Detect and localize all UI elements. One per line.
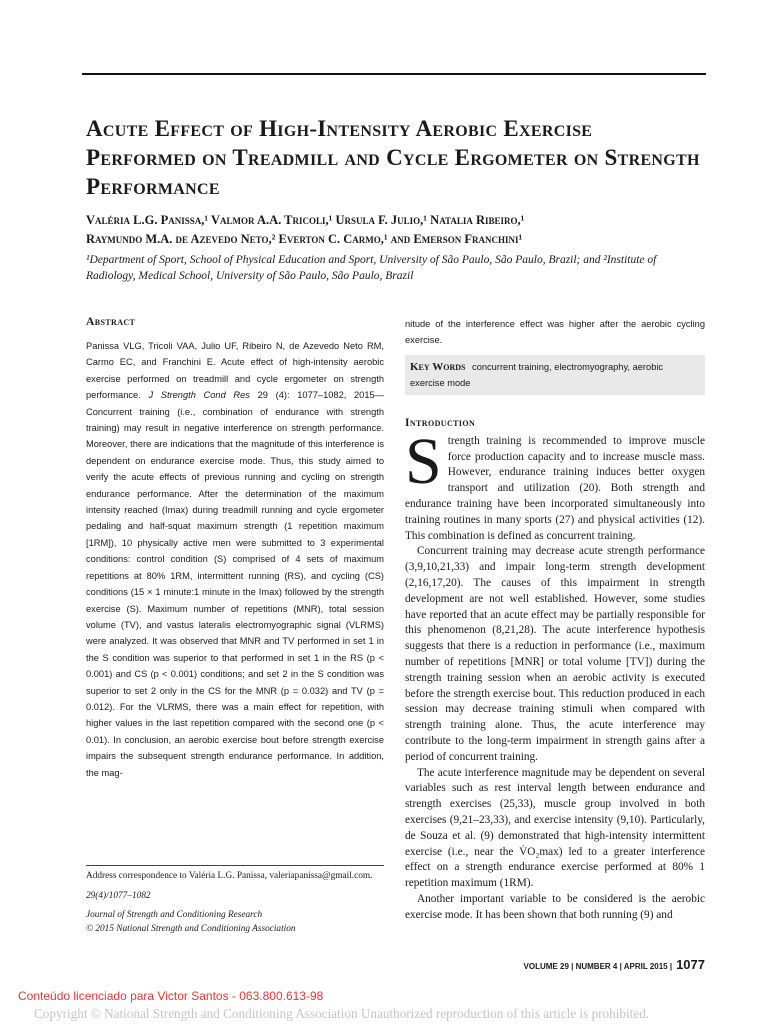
footnote-rule [86,865,384,866]
introduction-heading: Introduction [405,416,476,429]
article-title: Acute Effect of High-Intensity Aerobic Exercise Performed on Treadmill and Cycle Ergometer on Strength Performance [86,116,700,199]
page-folio [524,957,705,972]
keywords-box [405,355,705,395]
abstract-journal: J Strength Cond Res [148,390,250,401]
issue-reference: 29(4)/1077–1082 [86,890,151,901]
keywords-label: Key Words [410,360,466,373]
intro-paragraph-1 [405,424,705,545]
abstract-text [86,338,384,781]
left-column [86,316,384,781]
abstract-body: 29 (4): 1077–1082, 2015—Concurrent training (i.e., combination of endurance with strength training) may result in negative interference on strength performance. Moreover, there are indications that the magnitude of this interference is dependent on endurance exercise mode. Thus, this study aimed to verify the acute effects of previous running and cycling on strength endurance performance. After the determination of the maximum intensity reached (Imax) during treadmill running and cycle ergometer pedaling and half-squat maximum strength (1 repetition maximum [1RM]), 10 physically active men were submitted to 3 experimental conditions: control condition (S) comprised of 4 sets of maximum repetitions at 80% 1RM, intermittent running (RS), and cycling (CS) conditions (15 × 1 minute:1 minute in the Imax) followed by the strength exercise (S). Maximum number of repetitions (MNR), total session volume (TV), and vastus lateralis electromyographic signal (VLRMS) were analyzed. It was observed that MNR and TV performed in set 1 in the S condition was superior to that performed in set 1 in the RS (p < 0.001) and CS (p < 0.001) conditions; and set 2 in the S condition was superior to set 2 only in the CS for the MNR (p = 0.032) and TV (p = 0.012). For the VLRMS, there was a main effect for repetition, with higher values in the last repetition compared with the second one (p < 0.01). In conclusion, an aerobic exercise bout before strength exercise impairs the subsequent strength endurance performance. In addition, the mag- [86,390,384,778]
abstract-heading: Abstract [86,316,136,328]
author-line-1: Valéria L.G. Panissa,¹ Valmor A.A. Tricoli,¹ Ursula F. Julio,¹ Natalia Ribeiro,¹ [86,213,525,227]
author-line-2: Raymundo M.A. de Azevedo Neto,² Everton C. Carmo,¹ and Emerson Franchini¹ [86,232,523,246]
abstract-citation: Panissa VLG, Tricoli VAA, Julio UF, Ribeiro N, de Azevedo Neto RM, Carmo EC, and Franchini E. Acute effect of high-intensity aerobic exercise performed on treadmill and cycle ergometer on strength performance. [86,341,384,401]
intro-paragraph-4: Another important variable to be considered is the aerobic exercise mode. It has been shown that both running (9) and [405,892,705,921]
author-list [86,211,706,249]
right-column [405,316,705,924]
top-rule [82,73,706,75]
journal-name: Journal of Strength and Conditioning Research [86,910,263,920]
drop-cap: S [405,424,442,498]
abstract-continuation: nitude of the interference effect was higher after the aerobic cycling exercise. [405,319,705,346]
intro-paragraph-3: The acute interference magnitude may be dependent on several variables such as rest interval length between endurance and strength exercises (25,33), muscle group involved in both exercises (9,21–23,33), and exercise intensity (9,10). Particularly, de Souza et al. (9) demonstrated that high-intensity intermittent exercise (i.e., near the V̇O₂max) led to a greater interference effect on a strength endurance exercise performed at 80% 1 repetition maximum (1RM). [405,766,705,890]
journal-copyright: © 2015 National Strength and Conditioning Association [86,923,296,934]
correspondence-address: Address correspondence to Valéria L.G. Panissa, valeriapanissa@gmail.com. [86,871,373,881]
keywords-text: concurrent training, electromyography, aerobic exercise mode [410,361,664,388]
page-number: 1077 [676,957,705,972]
footnote [86,870,384,936]
intro-paragraph-1-text: trength training is recommended to improve muscle force production capacity and to increase muscle mass. However, endurance training induces better oxygen transport and utilization (20). Both strength and endurance training have been incorporated simultaneously into training routines in many sports (27) and physical activities (12). This combination is defined as concurrent training. [405,434,705,542]
affiliations: ¹Department of Sport, School of Physical Education and Sport, University of São Paulo, São Paulo, Brazil; and ²Institute of Radiology, Medical School, University of São Paulo, São Paulo, Brazil [86,254,657,282]
license-watermark: Conteúdo licenciado para Victor Santos - 063.800.613-98 [18,989,324,1003]
copyright-watermark: Copyright © National Strength and Conditioning Association Unauthorized reproduction of this article is prohibited. [34,1006,650,1021]
intro-paragraph-2: Concurrent training may decrease acute strength performance (3,9,10,21,33) and impair long-term strength development (2,16,17,20). The causes of this impairment in strength development are not well established. However, some studies have reported that an acute effect may be partially responsible for this phenomenon (8,21,28). The acute interference hypothesis suggests that there is a reduction in performance (i.e., maximum number of repetitions [MNR] or total volume [TV]) during the strength training session when an aerobic activity is executed before the strength exercise bout. This reduction produced in each session may decrease training stimuli when compared with strength training alone. Thus, the acute interference may contribute to the long-term impairment in strength gains after a period of concurrent training. [405,545,705,763]
issue-info: VOLUME 29 | NUMBER 4 | APRIL 2015 | [523,962,673,971]
